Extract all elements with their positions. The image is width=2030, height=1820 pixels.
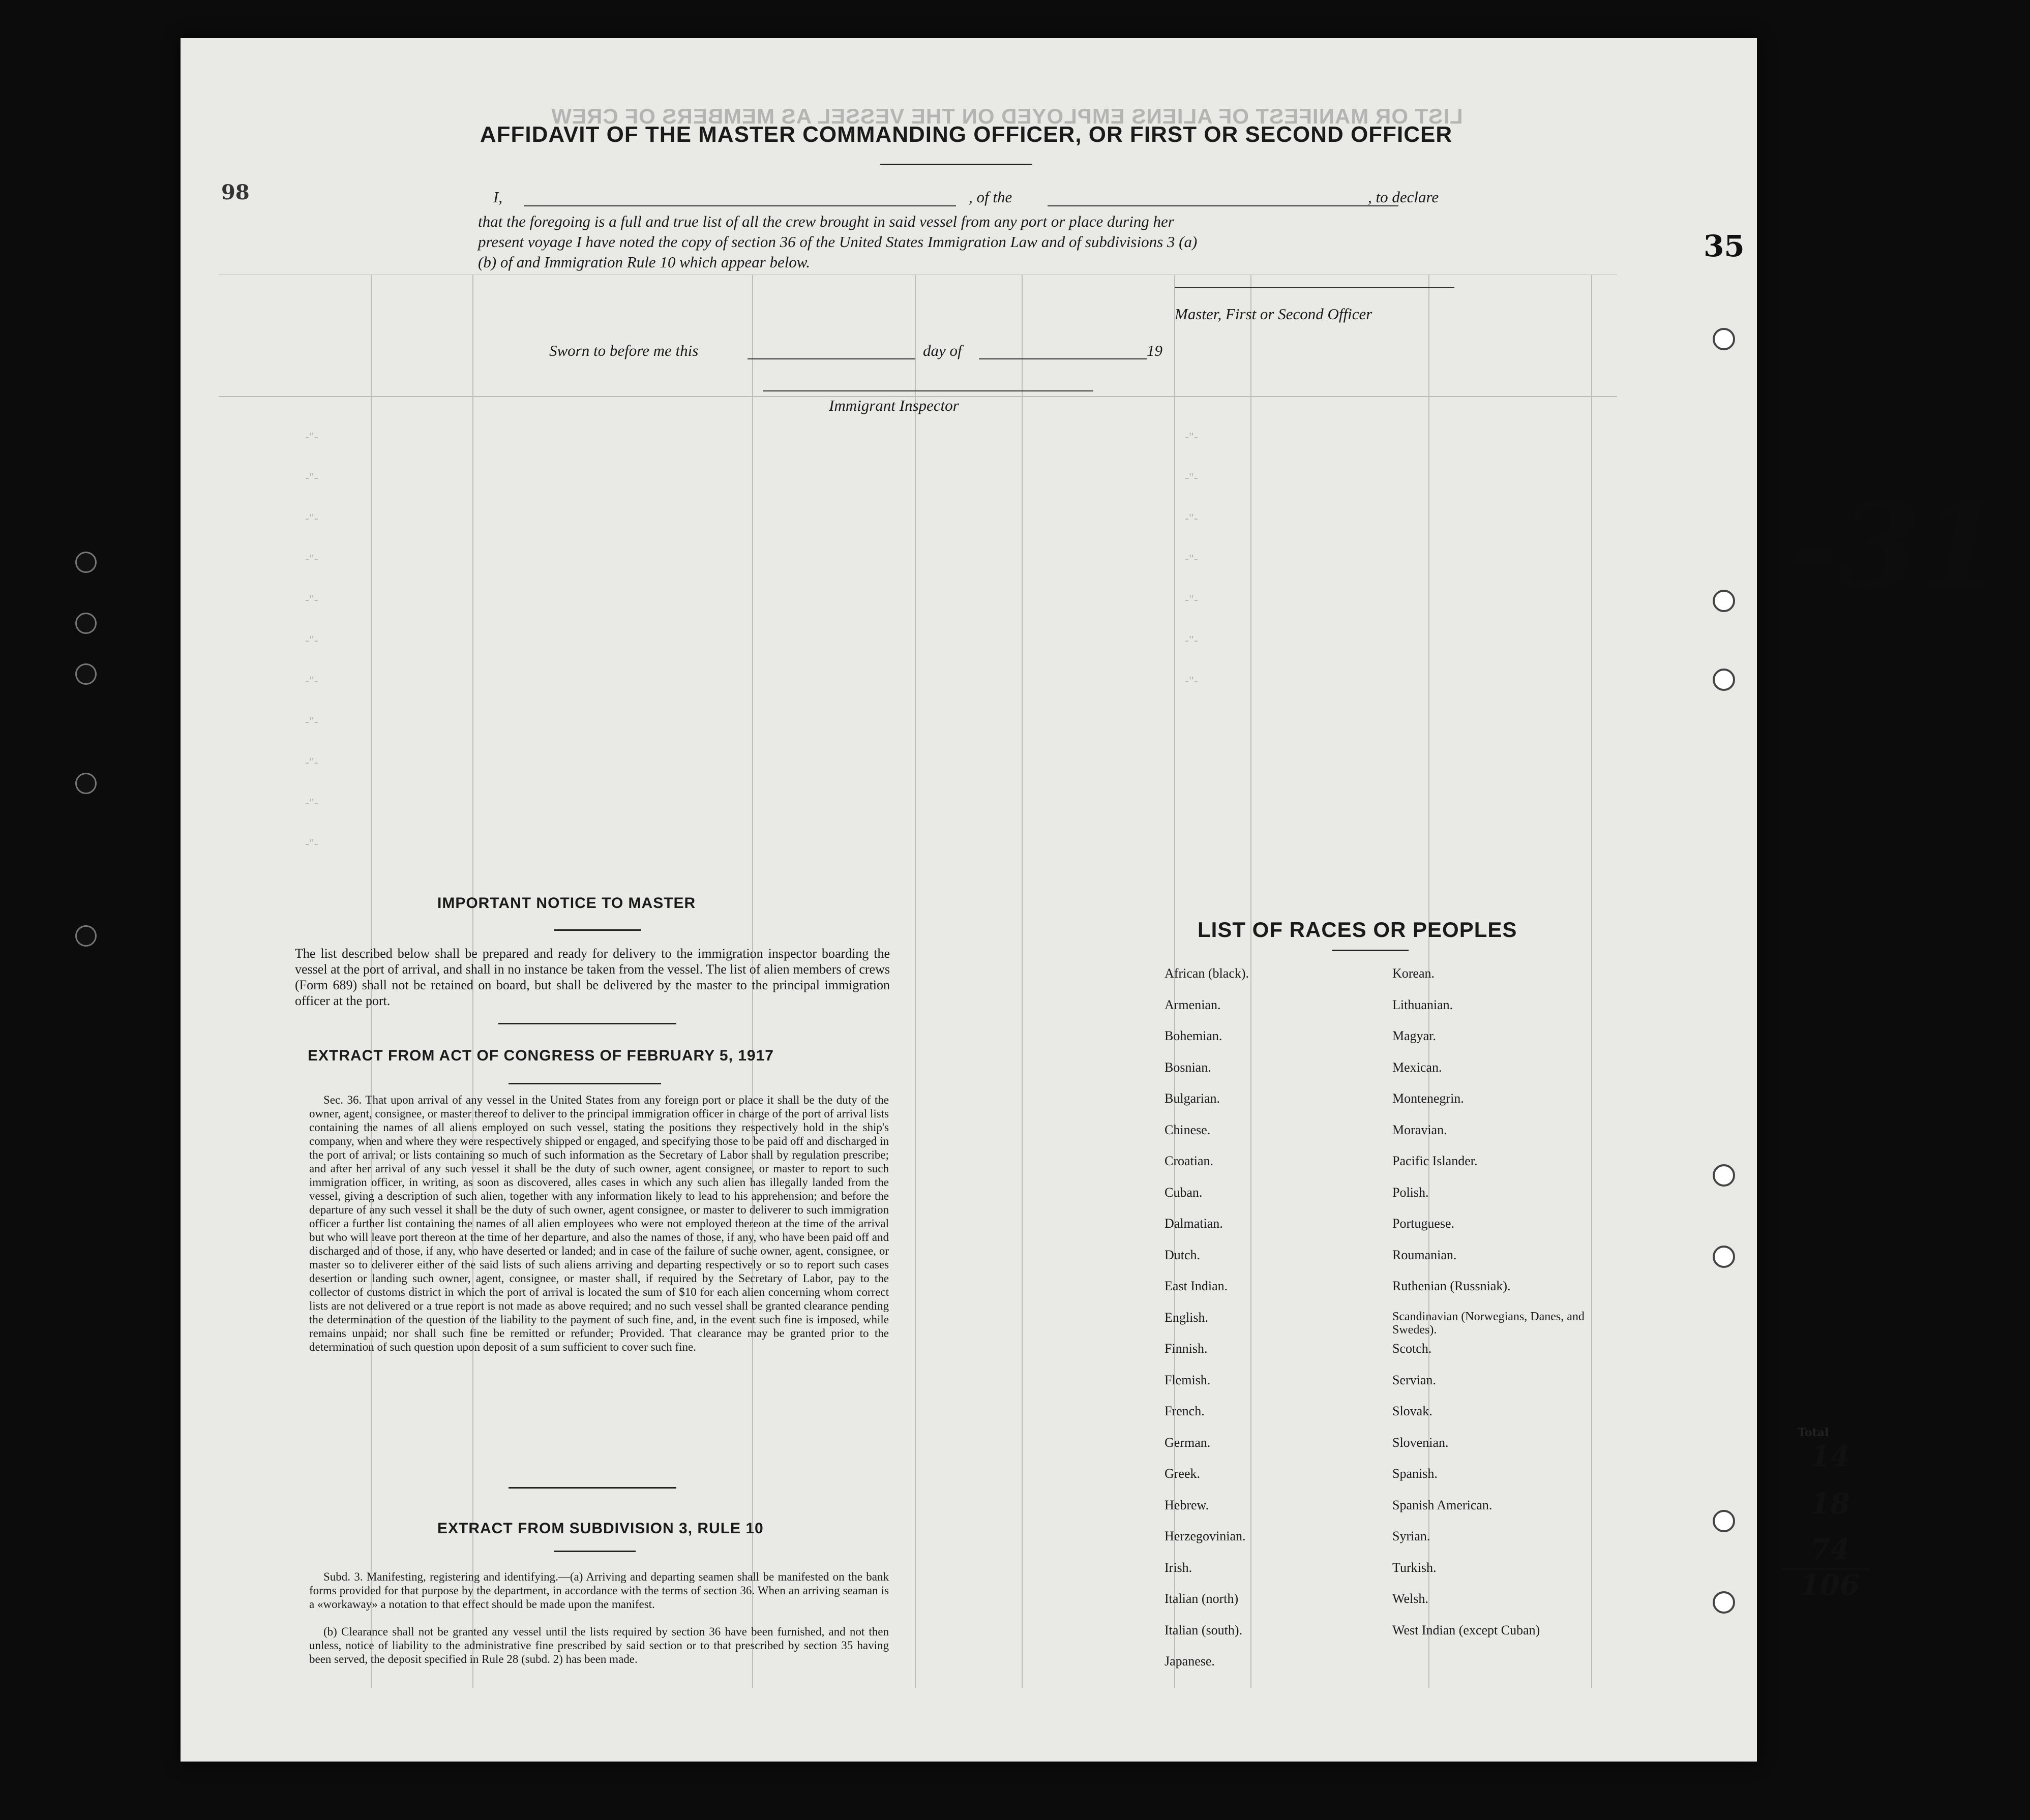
race-item: Finnish.: [1165, 1341, 1208, 1356]
race-item: Turkish.: [1392, 1560, 1437, 1575]
race-item: Ruthenian (Russniak).: [1392, 1279, 1511, 1293]
race-item: Welsh.: [1392, 1591, 1428, 1606]
master-signature-line: [1175, 287, 1454, 288]
affidavit-title: AFFIDAVIT OF THE MASTER COMMANDING OFFICER, OR FIRST OR SECOND OFFICER: [480, 122, 1453, 147]
race-item: Bohemian.: [1165, 1028, 1222, 1043]
title-underline: [880, 164, 1032, 165]
act-text: Sec. 36. That upon arrival of any vessel in the United States from any foreign port or place it shall be the duty of the owner, agent, consignee, or master thereof to deliver to the principal immigration officer in charge of the port of arrival lists containing the names of all aliens employed on such vessel, stating the positions they respectively hold in the ship's company, when and where they were respectively shipped or engaged, and specifying those to be paid off and discharged in the port of arrival; or lists containing so much of such information as the Secretary of Labor shall by regulation prescribe; and after her arrival of any such vessel it shall be the duty of such owner, agent consignee, or master to report to such immigration officer, in writing, as soon as discovered, alles cases in which any such alien has illegally landed from the vessel, giving a description of such alien, together with any information likely to lead to his apprehension; and before the departure of any such vessel it shall be the duty of such owner, agent consignee, or master to deliverer to such immigration officer a further list containing the names of all alien employees who were not employed thereon at the time of the arrival but who will leave port thereon at the time of her departure, and also the names of those, if any, who have been paid off and discharged and of those, if any, who have deserted or landed; and in case of the failure of suche owner, agent, consignee, or master so to deliverer either of the said lists of such aliens arriving and departing respectively or so to report such cases desertion or landing such owner, agent, consignee, or master shall, if required by the Secretary of Labor, pay to the collector of customs district in which the port of arrival is located the sum of $10 for each alien concerning whom correct lists are not delivered or a true report is not made as above required; and no such vessel shall be granted clearance pending the determination of the question of the liability to the payment of such fine, and, in the event such fine is imposed, while remains unpaid; nor shall such fine be remitted or refunder; Provided. That clearance may be granted prior to the determination of such question upon deposit of a sum sufficient to cover such fine.: [309, 1094, 889, 1353]
tally-value: 74: [1810, 1533, 1850, 1566]
total-label: Total: [1798, 1426, 1829, 1439]
binder-hole: [1713, 669, 1735, 691]
race-item: Scandinavian (Norwegians, Danes, and Swedes).: [1392, 1310, 1585, 1337]
race-item: West Indian (except Cuban): [1392, 1622, 1540, 1637]
bleed-ditto-column: -"- -"- -"- -"- -"- -"- -"- -"- -"- -"- -"-: [305, 431, 318, 851]
subdivision-text-b: (b) Clearance shall not be granted any vessel until the lists required by section 36 have been furnished, and not then unless, notice of liability to the administrative fine prescribed by said section or to that prescribed by section 35 having been served, the deposit specified in Rule 28 (subd. 2) has been made.: [309, 1625, 889, 1665]
page-number: 35: [1704, 229, 1745, 263]
races-underline: [1332, 950, 1409, 951]
races-left-column: [1165, 966, 1358, 1685]
binder-hole: [75, 552, 97, 573]
bleed-ditto-column: -"- -"- -"- -"- -"- -"- -"-: [1185, 431, 1198, 688]
master-label: Master, First or Second Officer: [1175, 305, 1372, 323]
race-item: Irish.: [1165, 1560, 1192, 1575]
race-item: Chinese.: [1165, 1122, 1211, 1137]
binder-hole: [1713, 1164, 1735, 1187]
race-item: Mexican.: [1392, 1059, 1442, 1075]
binder-hole: [1713, 1246, 1735, 1268]
race-item: Herzegovinian.: [1165, 1529, 1246, 1543]
notice-divider: [498, 1023, 676, 1024]
tally-value: 18: [1810, 1487, 1850, 1521]
handwritten-number: -31: [1790, 478, 2002, 615]
race-item: Armenian.: [1165, 997, 1221, 1012]
binder-hole: [75, 773, 97, 794]
inspector-signature-line: [763, 390, 1093, 391]
sworn-day-line: [748, 358, 915, 359]
race-item: Portuguese.: [1392, 1216, 1455, 1231]
tally-value: 106: [1800, 1568, 1860, 1602]
race-item: Polish.: [1392, 1185, 1429, 1200]
binder-hole: [1713, 590, 1735, 612]
notice-text: The list described below shall be prepared and ready for delivery to the immigration inspector boarding the vessel at the port of arrival, and shall in no instance be taken from the vessel. The list of alien members of crews (Form 689) shall not be retained on board, but shall be delivered by the master to the principal immigration officer at the port.: [295, 946, 890, 1008]
race-item: Roumanian.: [1392, 1247, 1457, 1262]
affidavit-line-2: that the foregoing is a full and true list of all the crew brought in said vessel from any port or place during her: [478, 213, 1174, 230]
affidavit-line-3: present voyage I have noted the copy of section 36 of the United States Immigration Law and of subdivisions 3 (a): [478, 233, 1198, 251]
race-item: African (black).: [1165, 966, 1249, 981]
act-underline: [509, 1083, 661, 1084]
binder-hole: [1713, 328, 1735, 350]
race-item: Magyar.: [1392, 1028, 1436, 1043]
race-item: Syrian.: [1392, 1529, 1430, 1543]
race-item: Flemish.: [1165, 1372, 1211, 1387]
sworn-label: Sworn to before me this: [549, 342, 699, 359]
binder-hole: [75, 613, 97, 634]
race-item: Servian.: [1392, 1372, 1436, 1387]
races-right-column: [1392, 966, 1606, 1654]
race-item: Bulgarian.: [1165, 1091, 1220, 1106]
race-item: Cuban.: [1165, 1185, 1203, 1200]
binder-hole: [1713, 1591, 1735, 1614]
race-item: Scotch.: [1392, 1341, 1432, 1356]
corner-stamp: 98: [221, 180, 250, 204]
race-item: Hebrew.: [1165, 1497, 1209, 1512]
affidavit-line-4: (b) of and Immigration Rule 10 which appear below.: [478, 253, 810, 271]
day-of-label: day of: [923, 342, 962, 359]
notice-title: IMPORTANT NOTICE TO MASTER: [437, 895, 696, 912]
race-item: Pacific Islander.: [1392, 1154, 1478, 1168]
act-title: EXTRACT FROM ACT OF CONGRESS OF FEBRUARY 5, 1917: [308, 1047, 774, 1064]
race-item: Montenegrin.: [1392, 1091, 1464, 1106]
race-item: East Indian.: [1165, 1279, 1228, 1293]
inspector-label: Immigrant Inspector: [829, 397, 959, 414]
binder-hole: [1713, 1510, 1735, 1532]
notice-underline: [554, 929, 641, 931]
sworn-month-line: [979, 358, 1147, 359]
race-item: Greek.: [1165, 1466, 1201, 1481]
race-item: Slovenian.: [1392, 1435, 1449, 1450]
race-item: Lithuanian.: [1392, 997, 1453, 1012]
race-item: German.: [1165, 1435, 1211, 1450]
subdivision-title: EXTRACT FROM SUBDIVISION 3, RULE 10: [437, 1520, 764, 1537]
tally-value: 14: [1810, 1440, 1850, 1473]
race-item: Spanish American.: [1392, 1497, 1492, 1512]
race-item: Spanish.: [1392, 1466, 1438, 1481]
race-item: French.: [1165, 1404, 1205, 1418]
race-item: Dutch.: [1165, 1247, 1201, 1262]
race-item: Italian (south).: [1165, 1622, 1243, 1637]
race-item: Italian (north): [1165, 1591, 1239, 1606]
binder-hole: [75, 663, 97, 685]
subdivision-text-a: Subd. 3. Manifesting, registering and identifying.—(a) Arriving and departing seamen shall be manifested on the bank forms provided for that purpose by the department, in accordance with the terms of section 36. When an arriving seaman is a «workaway» a notation to that effect should be made upon the manifest.: [309, 1570, 889, 1611]
binder-hole: [75, 925, 97, 947]
race-item: Croatian.: [1165, 1154, 1214, 1168]
race-item: Korean.: [1392, 966, 1435, 981]
act-divider: [509, 1487, 676, 1489]
race-item: Moravian.: [1392, 1122, 1447, 1137]
subdivision-underline: [554, 1551, 636, 1552]
bleed-through-header: LIST OR MANIFEST OF ALIENS EMPLOYED ON THE VESSEL AS MEMBERS OF CREW: [551, 104, 1463, 128]
races-title: LIST OF RACES OR PEOPLES: [1198, 918, 1517, 942]
race-item: Dalmatian.: [1165, 1216, 1223, 1231]
race-item: Slovak.: [1392, 1404, 1432, 1418]
affidavit-line-1: I, , of the , to declare: [493, 188, 1439, 206]
race-item: English.: [1165, 1310, 1208, 1325]
year-prefix: 19: [1147, 342, 1162, 359]
race-item: Bosnian.: [1165, 1059, 1211, 1075]
race-item: Japanese.: [1165, 1654, 1215, 1669]
